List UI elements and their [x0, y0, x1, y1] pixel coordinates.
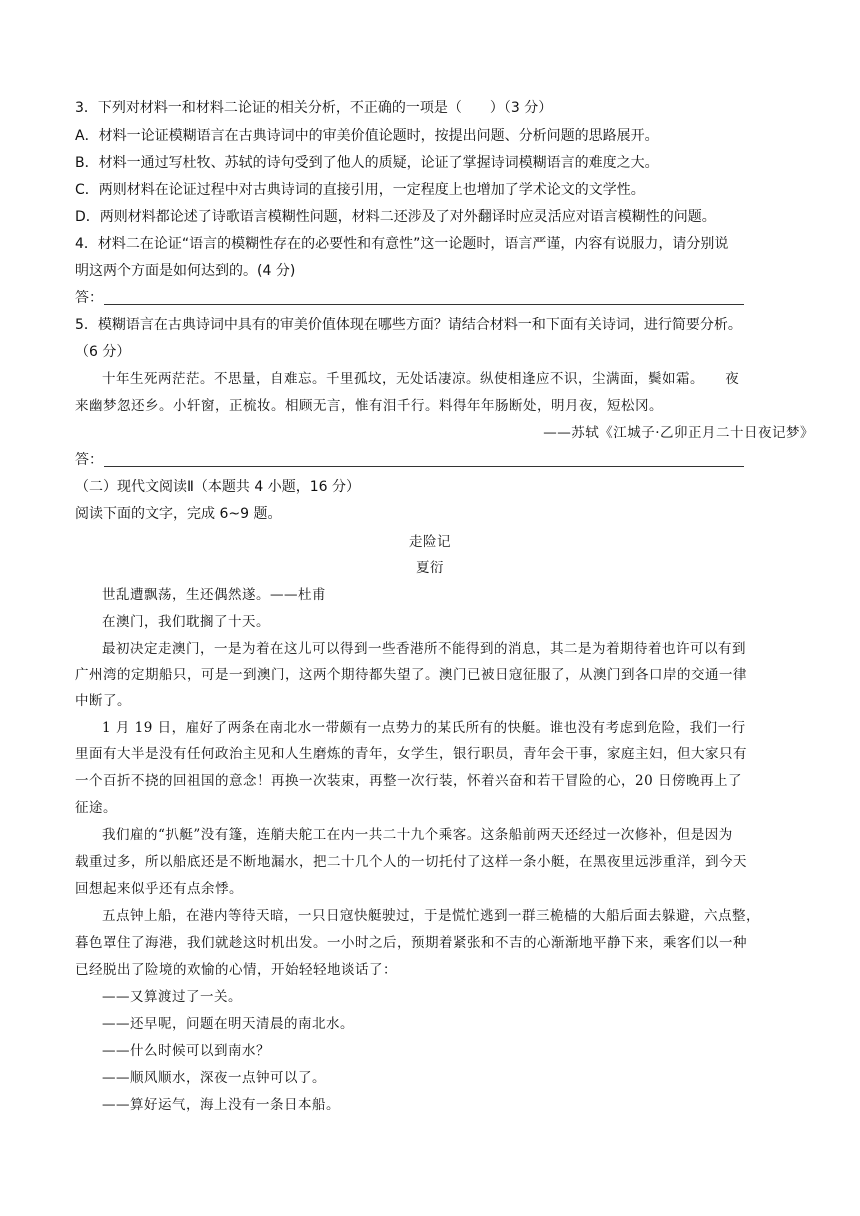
- paragraph-3-line: 里面有大半是没有任何政治主见和人生磨炼的青年，女学生，银行职员，青年会干事，家庭主妇，但大家只有: [75, 746, 747, 762]
- paragraph-5-line: 五点钟上船，在港内等待天暗，一只日寇快艇驶过，于是慌忙逃到一群三桅樯的大船后面去躲避，六点整，: [102, 908, 760, 924]
- q4-stem-line2: 明这两个方面是如何达到的。(4 分): [75, 263, 296, 279]
- q3-option-d: D．两则材料都论述了诗歌语言模糊性问题，材料二还涉及了对外翻译时应灵活应对语言模糊性的问题。: [75, 209, 716, 225]
- q5-stem-line2: （6 分）: [75, 344, 131, 360]
- poem-line1: 十年生死两茫茫。不思量，自难忘。千里孤坟，无处话凄凉。纵使相逢应不识，尘满面，鬓如霜。 夜: [102, 371, 740, 387]
- article-author: 夏衍: [416, 560, 444, 576]
- paragraph-2-line: 最初决定走澳门，一是为着在这儿可以得到一些香港所不能得到的消息，其二是为着期待着也许可以有到: [102, 641, 746, 657]
- paragraph-1: 在澳门，我们耽搁了十天。: [102, 614, 270, 630]
- paragraph-3-line: 1 月 19 日，雇好了两条在南北水一带颇有一点势力的某氏所有的快艇。谁也没有考虑到危险，我们一行: [102, 720, 746, 736]
- q4-answer-label: 答：: [75, 290, 103, 306]
- section-instruction: 阅读下面的文字，完成 6~9 题。: [75, 506, 282, 522]
- paragraph-4-line: 载重过多，所以船底还是不断地漏水，把二十几个人的一切托付了这样一条小艇，在黑夜里远涉重洋，到今天: [75, 854, 747, 870]
- paragraph-5-line: 已经脱出了险境的欢愉的心情，开始轻轻地谈话了：: [75, 962, 397, 978]
- paragraph-4-line: 回想起来似乎还有点余悸。: [75, 881, 243, 897]
- paragraph-2-line: 广州湾的定期船只，可是一到澳门，这两个期待都失望了。澳门已被日寇征服了，从澳门到各口岸的交通一律: [75, 667, 747, 683]
- paragraph-3-line: 征途。: [75, 800, 117, 816]
- q5-answer-line[interactable]: [104, 466, 744, 467]
- q3-option-a: A．材料一论证模糊语言在古典诗词中的审美价值论题时，按提出问题、分析问题的思路展开。: [75, 128, 659, 144]
- paragraph-3-line: 一个百折不挠的回祖国的意念！再换一次装束，再整一次行装，怀着兴奋和若干冒险的心，20 日傍晚再上了: [75, 773, 742, 789]
- q3-option-c: C．两则材料在论证过程中对古典诗词的直接引用，一定程度上也增加了学术论文的文学性。: [75, 182, 645, 198]
- paragraph-2-line: 中断了。: [75, 693, 131, 709]
- article-title: 走险记: [409, 534, 451, 550]
- dialogue-line: ——顺风顺水，深夜一点钟可以了。: [102, 1070, 326, 1086]
- section-heading: （二）现代文阅读Ⅱ（本题共 4 小题，16 分）: [75, 479, 360, 495]
- poem-line2: 来幽梦忽还乡。小轩窗，正梳妆。相顾无言，惟有泪千行。料得年年肠断处，明月夜，短松冈。: [75, 398, 663, 414]
- q5-stem-line1: 5．模糊语言在古典诗词中具有的审美价值体现在哪些方面？请结合材料一和下面有关诗词，进行简要分析。: [75, 317, 742, 333]
- dialogue-line: ——又算渡过了一关。: [102, 989, 242, 1005]
- dialogue-line: ——还早呢，问题在明天清晨的南北水。: [102, 1016, 354, 1032]
- dialogue-line: ——算好运气，海上没有一条日本船。: [102, 1097, 340, 1113]
- epigraph: 世乱遭飘荡，生还偶然遂。——杜甫: [102, 587, 326, 603]
- q3-option-b: B．材料一通过写杜牧、苏轼的诗句受到了他人的质疑，论证了掌握诗词模糊语言的难度之大。: [75, 155, 659, 171]
- dialogue-line: ——什么时候可以到南水？: [102, 1043, 270, 1059]
- paragraph-5-line: 暮色罩住了海港，我们就趁这时机出发。一小时之后，预期着紧张和不吉的心渐渐地平静下来，乘客们以一种: [75, 935, 747, 951]
- paragraph-4-line: 我们雇的“扒艇”没有篷，连艄夫舵工在内一共二十九个乘客。这条船前两天还经过一次修补，但是因为: [102, 827, 733, 843]
- q3-stem: 3．下列对材料一和材料二论证的相关分析，不正确的一项是（ ）（3 分）: [75, 100, 553, 116]
- poem-source: ——苏轼《江城子·乙卯正月二十日夜记梦》: [543, 425, 814, 441]
- q4-stem-line1: 4．材料二在论证“语言的模糊性存在的必要性和有意性”这一论题时，语言严谨，内容有说服力，请分别说: [75, 236, 729, 252]
- q5-answer-label: 答：: [75, 452, 103, 468]
- q4-answer-line[interactable]: [104, 304, 744, 305]
